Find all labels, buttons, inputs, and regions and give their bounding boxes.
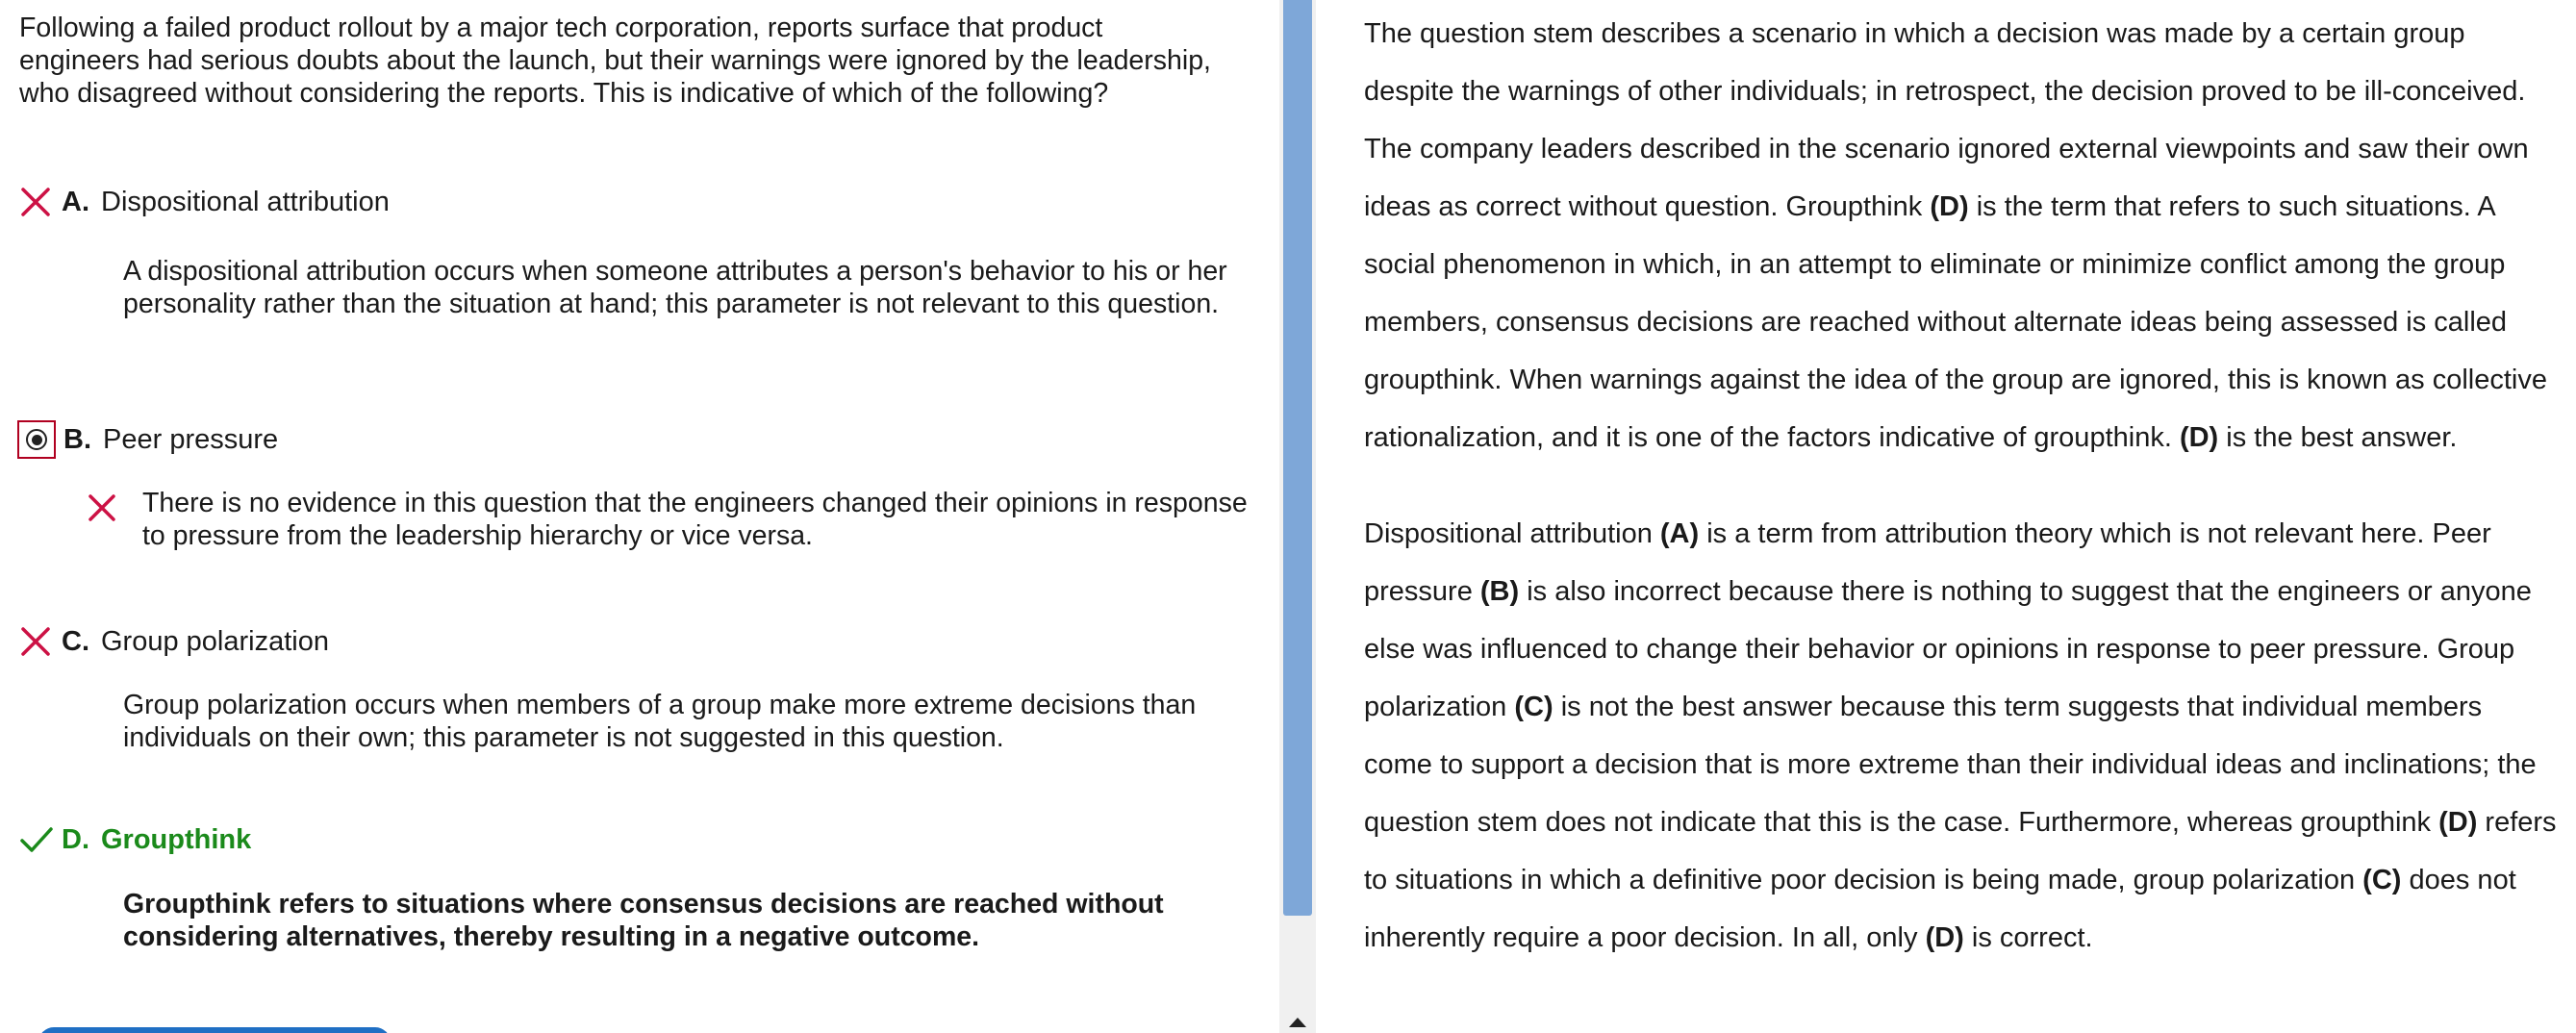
arrow-up-icon[interactable] [1289, 1018, 1306, 1027]
explanation-paragraph [1364, 505, 2557, 967]
explanation-text: is not the best answer because this term suggests that individual members come to support a decision that is more extreme than their individual ideas and inclinations; the question stem does not indicate that this is the case. Furthermore, whereas groupthink [1364, 692, 2537, 838]
option-explanation: Group polarization occurs when members of a group make more extreme decisions than individuals on their own; this parameter is not suggested in this question. [123, 690, 1197, 753]
action-button[interactable] [38, 1027, 391, 1033]
explanation-text: is the best answer. [2218, 422, 2458, 453]
x-icon [19, 186, 62, 218]
explanation-text: is also incorrect because there is nothing to suggest that the engineers or anyone else was influenced to change their behavior or opinions in response to peer pressure. Group polarization [1364, 576, 2532, 722]
option-letter: C. [62, 625, 89, 657]
answer-reference: (D) [1925, 922, 1964, 953]
option-explanation: Groupthink refers to situations where consensus decisions are reached without considering alternatives, thereby resulting in a negative outcome. [123, 889, 1164, 952]
check-icon [19, 825, 62, 854]
option-letter: B. [63, 423, 91, 455]
question-stem: Following a failed product rollout by a major tech corporation, reports surface that product engineers had serious doubts about the launch, but their warnings were ignored by the leadership, who disagreed without considering the reports. This is indicative of which of the following? [19, 13, 1211, 109]
option-label: Dispositional attribution [101, 186, 390, 217]
explanation-panel [1364, 0, 2557, 1033]
option-explanation: A dispositional attribution occurs when someone attributes a person's behavior to his or her personality rather than the situation at hand; this parameter is not relevant to this question. [123, 256, 1227, 319]
option-letter: A. [62, 186, 89, 217]
option-b[interactable] [19, 418, 278, 461]
option-letter: D. [62, 823, 89, 855]
explanation-text: does not inherently require a poor decision. In all, only [1364, 865, 2516, 953]
answer-reference: (B) [1479, 576, 1520, 607]
option-label: Groupthink [101, 823, 252, 855]
option-c[interactable] [19, 620, 329, 663]
option-feedback [87, 487, 1268, 552]
option-explanation: There is no evidence in this question that the engineers changed their opinions in response to pressure from the leadership hierarchy or vice versa. [142, 488, 1248, 551]
option-label: Peer pressure [103, 423, 279, 455]
answer-reference: (C) [2362, 865, 2402, 895]
answer-reference: (D) [1930, 191, 1969, 222]
option-label: Group polarization [101, 625, 329, 657]
explanation-text: is a term from attribution theory which is not relevant here. Peer pressure [1364, 518, 2491, 607]
x-icon [19, 625, 62, 658]
explanation-text: The question stem describes a scenario in which a decision was made by a certain group despite the warnings of other individuals; in retrospect, the decision proved to be ill-conceived. The company leaders described in the scenario ignored external viewpoints and saw their own ideas as correct without question. Groupthink [1364, 18, 2529, 222]
explanation-text: refers to situations in which a definitive poor decision is being made, group polarization [1364, 807, 2557, 895]
explanation-paragraph [1364, 5, 2557, 466]
answer-reference: (D) [2438, 807, 2478, 838]
scrollbar-thumb[interactable] [1283, 0, 1312, 916]
explanation-text: Dispositional attribution [1364, 518, 1660, 549]
answer-reference: (A) [1659, 518, 1700, 549]
answer-reference: (D) [2179, 422, 2219, 453]
option-a[interactable] [19, 181, 390, 223]
explanation-text: is correct. [1963, 922, 2093, 953]
question-panel [0, 0, 1279, 1033]
radio-selected-icon[interactable] [17, 420, 56, 459]
answer-reference: (C) [1514, 692, 1553, 722]
x-icon [87, 487, 142, 552]
option-d[interactable] [19, 819, 251, 861]
explanation-text: is the term that refers to such situations. A social phenomenon in which, in an attempt to eliminate or minimize conflict among the group members, consensus decisions are reached without alternate ideas being assessed is called groupthink. When warnings against the idea of the group are ignored, this is known as collective rationalization, and it is one of the factors indicative of groupthink. [1364, 191, 2547, 453]
